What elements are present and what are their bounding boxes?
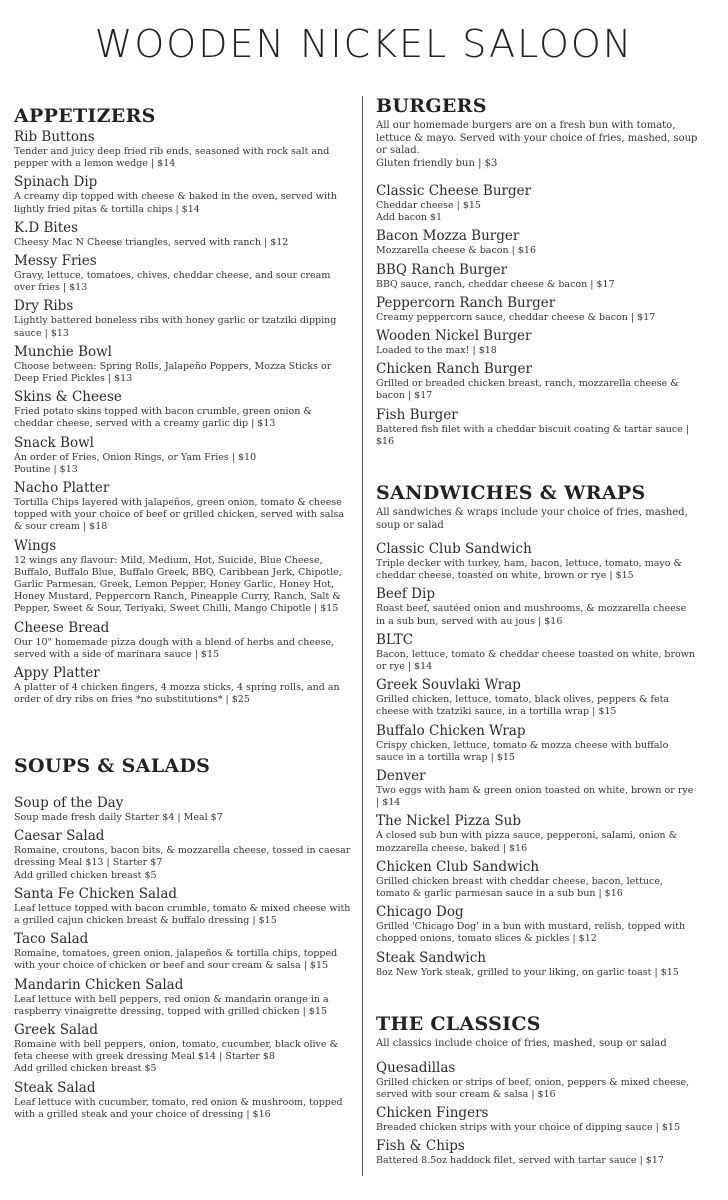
menu-item-name: Greek Souvlaki Wrap (376, 677, 521, 694)
menu-item (14, 388, 354, 430)
menu-item-description: Lightly battered boneless ribs with honey garlic or tzatziki dipping sauce | $13 (14, 315, 337, 339)
menu-item (14, 930, 354, 972)
menu-item (14, 885, 354, 927)
menu-item-description: Soup made fresh daily Starter $4 | Meal $7 (14, 812, 223, 823)
classics-section (376, 1012, 698, 1170)
menu-item-description: Creamy peppercorn sauce, cheddar cheese & bacon | $17 (376, 311, 656, 323)
menu-item-name: Cheese Bread (14, 619, 110, 636)
burgers-section (376, 94, 698, 451)
menu-item (14, 1079, 354, 1121)
menu-item (376, 182, 698, 224)
menu-item-description: Battered fish filet with a cheddar biscuit coating & tartar sauce | $16 (376, 423, 690, 447)
menu-item (376, 858, 698, 900)
menu-item-description: Tender and juicy deep fried rib ends, seasoned with rock salt and pepper with a lemon wedge | $14 (14, 146, 330, 170)
menu-item-name: Messy Fries (14, 253, 97, 270)
menu-item (376, 1104, 698, 1134)
menu-item-description: Leaf lettuce with bell peppers, red onion & mandarin orange in a raspberry vinaigrette dressing, topped with grilled chicken | $15 (14, 993, 329, 1017)
menu-item-description: Cheddar cheese | $15 Add bacon $1 (376, 200, 481, 224)
menu-item (376, 949, 698, 979)
menu-item-description: Grilled chicken breast with cheddar cheese, bacon, lettuce, tomato & garlic parmesan sauce in a sub bun | $16 (376, 875, 664, 900)
menu-item-name: Snack Bowl (14, 434, 94, 451)
menu-item-name: Santa Fe Chicken Salad (14, 885, 178, 902)
appetizers-heading: APPETIZERS (14, 105, 156, 127)
menu-item (14, 173, 354, 215)
soups-list (14, 794, 354, 1121)
sandwiches-section (376, 481, 698, 982)
burgers-list (376, 182, 698, 448)
menu-item-description: Cheesy Mac N Cheese triangles, served with ranch | $12 (14, 236, 289, 248)
menu-item-name: Bacon Mozza Burger (376, 228, 520, 245)
classics-note: All classics include choice of fries, mashed, soup or salad (376, 1038, 667, 1049)
menu-item-name: Wooden Nickel Burger (376, 328, 532, 345)
menu-item (376, 903, 698, 945)
menu-item-description: Crispy chicken, lettuce, tomato & mozza cheese with buffalo sauce in a tortilla wrap | $15 (376, 739, 669, 763)
menu-item-name: K.D Bites (14, 219, 79, 236)
menu-item-description: Mozzarella cheese & bacon | $16 (376, 245, 536, 257)
menu-item-name: Nacho Platter (14, 480, 110, 497)
menu-item-description: 12 wings any flavour: Mild, Medium, Hot, Suicide, Blue Cheese, Buffalo, Buffalo Blue, Buffalo Greek, BBQ, Caribbean Jerk, Chipotle, Garlic Parmesan, Greek, Lemon Pepper, Honey Garlic, Honey Hot, Honey Mustard, Peppercorn Ranch, Pineapple Curry, Ranch, Salt & Pepper, Sweet & Sour, Teriyaki, Sweet Chilli, Mango Chipotle | $15 (14, 554, 342, 615)
menu-item-name: Chicken Fingers (376, 1104, 489, 1121)
menu-item-description: Breaded chicken strips with your choice of dipping sauce | $15 (376, 1121, 680, 1133)
menu-item-name: Steak Sandwich (376, 949, 486, 966)
menu-item-description: Grilled or breaded chicken breast, ranch, mozzarella cheese & bacon | $17 (376, 378, 679, 402)
menu-item (376, 1137, 698, 1167)
menu-item-name: Soup of the Day (14, 795, 124, 811)
sandwiches-note: All sandwiches & wraps include your choice of fries, mashed, soup or salad (376, 507, 688, 531)
menu-item-description: Grilled chicken or strips of beef, onion, peppers & mixed cheese, served with sour cream & salsa | $16 (376, 1076, 690, 1100)
menu-item-description: BBQ sauce, ranch, cheddar cheese & bacon | $17 (376, 278, 615, 290)
menu-item-description: 8oz New York steak, grilled to your liking, on garlic toast | $15 (376, 966, 679, 978)
menu-item-name: Chicago Dog (376, 904, 464, 921)
menu-item-description: A creamy dip topped with cheese & baked in the oven, served with lightly fried pitas & tortilla chips | $14 (14, 191, 337, 215)
menu-item-description: Battered 8.5oz haddock filet, served with tartar sauce | $17 (376, 1155, 664, 1167)
menu-item-description: Leaf lettuce topped with bacon crumble, tomato & mixed cheese with a grilled cajun chicken breast & buffalo dressing | $15 (14, 902, 351, 927)
soups-heading: SOUPS & SALADS (14, 755, 211, 777)
menu-item (376, 406, 698, 448)
restaurant-title: WOODEN NICKEL SALOON (94, 22, 634, 66)
menu-item-name: BLTC (376, 631, 414, 648)
menu-item-description: A closed sub bun with pizza sauce, pepperoni, salami, onion & mozzarella cheese, baked | $16 (376, 830, 678, 854)
menu-item (376, 227, 698, 257)
menu-item (14, 827, 354, 882)
menu-item-name: Peppercorn Ranch Burger (376, 294, 556, 311)
menu-item-description: Triple decker with turkey, ham, bacon, lettuce, tomato, mayo & cheddar cheese, toasted on white, brown or rye | $15 (376, 558, 682, 582)
sandwiches-heading: SANDWICHES & WRAPS (376, 482, 646, 504)
menu-item (376, 631, 698, 673)
menu-item-name: Munchie Bowl (14, 343, 112, 360)
menu-item-name: Chicken Ranch Burger (376, 361, 532, 378)
menu-item-name: Skins & Cheese (14, 389, 122, 406)
menu-item (14, 664, 354, 706)
menu-item (14, 1021, 354, 1076)
menu-item-name: Fish Burger (376, 406, 458, 423)
menu-item (376, 812, 698, 854)
menu-item-description: Romaine, tomatoes, green onion, jalapeños & tortilla chips, topped with your choice of chicken or beef and sour cream & salsa | $15 (14, 948, 338, 972)
menu-item-name: Greek Salad (14, 1022, 98, 1039)
menu-item (376, 261, 698, 291)
menu-item-name: Appy Platter (14, 665, 100, 682)
menu-item (376, 585, 698, 627)
menu-item-name: Quesadillas (376, 1059, 456, 1076)
menu-item (14, 619, 354, 661)
menu-item-name: Dry Ribs (14, 298, 74, 315)
menu-item-description: Our 10" homemade pizza dough with a blend of herbs and cheese, served with a side of marinara sauce | $15 (14, 636, 335, 660)
menu-item (14, 343, 354, 385)
menu-item (14, 537, 354, 616)
menu-item-name: Caesar Salad (14, 828, 105, 845)
column-divider (362, 96, 363, 1176)
menu-item-name: Chicken Club Sandwich (376, 858, 540, 875)
menu-item (376, 767, 698, 809)
menu-item (14, 794, 354, 824)
menu-item-name: Rib Buttons (14, 129, 95, 145)
menu-item-description: Romaine, croutons, bacon bits, & mozzarella cheese, tossed in caesar dressing Meal $13 | Starter $7 Add grilled chicken breast $5 (14, 845, 351, 881)
menu-item-name: Steak Salad (14, 1079, 96, 1096)
burgers-heading: BURGERS (376, 95, 487, 117)
menu-item-description: Grilled chicken, lettuce, tomato, black olives, peppers & feta cheese with tzatziki sauce, in a tortilla wrap | $15 (376, 694, 670, 718)
menu-item (376, 327, 698, 357)
menu-item-description: Roast beef, sautéed onion and mushrooms, & mozzarella cheese in a sub bun, served with au jous | $16 (376, 603, 687, 627)
menu-item-name: Classic Cheese Burger (376, 183, 532, 199)
menu-item (376, 722, 698, 764)
sandwiches-list (376, 540, 698, 979)
menu-item (376, 676, 698, 718)
menu-item (14, 128, 354, 170)
menu-item-name: Classic Club Sandwich (376, 541, 532, 557)
menu-item (376, 540, 698, 582)
menu-item (14, 976, 354, 1018)
menu-item-description: Grilled 'Chicago Dog' in a bun with mustard, relish, topped with chopped onions, tomato slices & pickles | $12 (376, 921, 686, 945)
menu-item-description: Bacon, lettuce, tomato & cheddar cheese toasted on white, brown or rye | $14 (376, 648, 695, 673)
menu-item (14, 479, 354, 534)
menu-item (14, 297, 354, 339)
menu-item-description: Romaine with bell peppers, onion, tomato, cucumber, black olive & feta cheese with greek dressing Meal $14 | Starter $8 Add grilled chicken breast $5 (14, 1039, 339, 1075)
menu-item-name: Denver (376, 768, 426, 785)
menu-item (14, 434, 354, 476)
menu-item-name: Buffalo Chicken Wrap (376, 722, 526, 739)
soups-section (14, 754, 354, 1124)
appetizers-list (14, 128, 354, 706)
menu-item-description: An order of Fries, Onion Rings, or Yam Fries | $10 Poutine | $13 (14, 451, 257, 475)
menu-item-name: The Nickel Pizza Sub (376, 813, 521, 830)
menu-item-description: Two eggs with ham & green onion toasted on white, brown or rye | $14 (376, 785, 694, 809)
menu-item-name: Wings (14, 537, 57, 554)
menu-item (14, 219, 354, 249)
menu-item-description: Choose between: Spring Rolls, Jalapeño Poppers, Mozza Sticks or Deep Fried Pickles | $13 (14, 360, 332, 385)
menu-item-name: Spinach Dip (14, 174, 98, 191)
menu-item-description: Gravy, lettuce, tomatoes, chives, cheddar cheese, and sour cream over fries | $13 (14, 270, 331, 294)
menu-item-description: Tortilla Chips layered with jalapeños, green onion, tomato & cheese topped with your choice of beef or grilled chicken, served with salsa & sour cream | $18 (14, 497, 345, 533)
menu-item-description: Loaded to the max! | $18 (376, 345, 497, 357)
menu-item (14, 252, 354, 294)
classics-list (376, 1059, 698, 1168)
menu-item-name: Fish & Chips (376, 1138, 465, 1155)
menu-item (376, 360, 698, 402)
menu-item (376, 294, 698, 324)
classics-heading: THE CLASSICS (376, 1013, 541, 1035)
menu-item-name: Beef Dip (376, 586, 435, 603)
menu-item-name: Mandarin Chicken Salad (14, 976, 184, 993)
menu-item-description: A platter of 4 chicken fingers, 4 mozza sticks, 4 spring rolls, and an order of dry ribs on fries *no substitutions* | $25 (14, 682, 340, 706)
menu-item-name: Taco Salad (14, 931, 89, 948)
menu-item (376, 1059, 698, 1101)
menu-item-description: Leaf lettuce with cucumber, tomato, red onion & mushroom, topped with a grilled steak and your choice of dressing | $16 (14, 1096, 343, 1120)
burgers-note: All our homemade burgers are on a fresh bun with tomato, lettuce & mayo. Served with your choice of fries, mashed, soup or salad. Gluten friendly bun | $3 (376, 120, 698, 169)
appetizers-section (14, 104, 354, 709)
menu-item-description: Fried potato skins topped with bacon crumble, green onion & cheddar cheese, served with a creamy garlic dip | $13 (14, 406, 312, 430)
menu-item-name: BBQ Ranch Burger (376, 261, 508, 278)
